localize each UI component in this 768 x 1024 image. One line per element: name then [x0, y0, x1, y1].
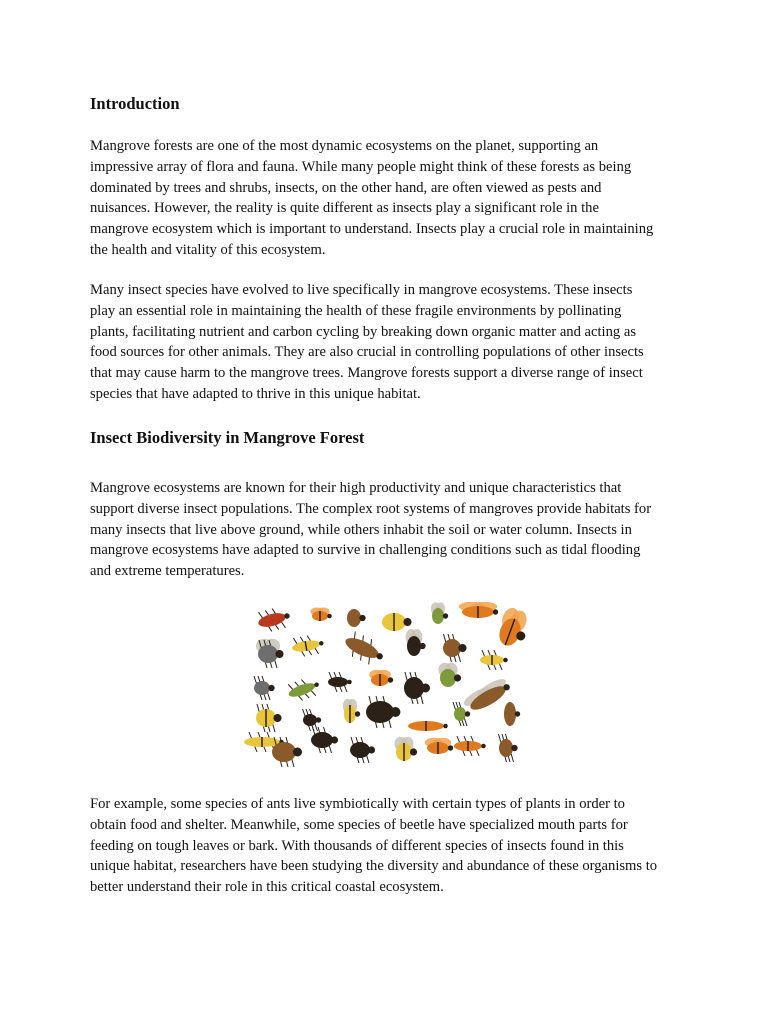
- paragraph-intro-1: [90, 136, 690, 261]
- paragraph-biodiversity-1: [90, 478, 690, 582]
- paragraph-biodiversity-2: [90, 794, 690, 898]
- text-line: Mangrove ecosystems are known for their high productivity and unique characteristics that: [90, 480, 622, 496]
- text-line: the health and vitality of this ecosystem.: [90, 241, 326, 258]
- text-line: mangrove ecosystems have adapted to survive in challenging conditions such as tidal flooding: [90, 542, 641, 559]
- text-line: feeding on tough leaves or bark. With thousands of different species of insects found in this: [90, 837, 624, 854]
- text-line: that may cause harm to the mangrove trees. Mangrove forests support a diverse range of insect: [90, 365, 643, 382]
- text-line: unique habitat, researchers have been studying the diversity and abundance of these organisms to: [90, 858, 658, 875]
- text-line: food sources for other animals. They are also crucial in controlling populations of other insects: [90, 344, 644, 361]
- text-line: and extreme temperatures.: [90, 563, 245, 580]
- text-line: species that have adapted to thrive in this unique habitat.: [90, 385, 421, 402]
- text-line: For example, some species of ants live symbiotically with certain types of plants in order to: [90, 796, 625, 812]
- text-line: nuisances. However, the reality is quite different as insects play a significant role in the: [90, 200, 599, 217]
- heading-introduction: Introduction: [90, 94, 180, 113]
- text-line: obtain food and shelter. Meanwhile, some species of beetle have specialized mouth parts for: [90, 816, 628, 833]
- text-line: plants, facilitating nutrient and carbon cycling by breaking down organic matter and acting as: [90, 323, 637, 340]
- text-line: better understand their role in this critical coastal ecosystem.: [90, 879, 444, 896]
- text-line: impressive array of flora and fauna. While many people might think of these forests as being: [90, 158, 632, 175]
- text-line: Mangrove forests are one of the most dynamic ecosystems on the planet, supporting an: [90, 138, 599, 154]
- text-line: Many insect species have evolved to live specifically in mangrove ecosystems. These insects: [90, 282, 633, 298]
- paragraph-intro-2: [90, 280, 690, 405]
- text-line: many insects that live above ground, while others inhabit the soil or water column. Insects in: [90, 521, 632, 538]
- text-line: mangrove ecosystem which is important to understand. Insects play a crucial role in maintaining: [90, 221, 654, 238]
- heading-insect-biodiversity: Insect Biodiversity in Mangrove Forest: [90, 428, 365, 447]
- text-line: support diverse insect populations. The complex root systems of mangroves provide habitats for: [90, 500, 652, 517]
- insect-collage-image: [242, 602, 528, 772]
- text-line: dominated by trees and shrubs, insects, on the other hand, are often viewed as pests and: [90, 179, 602, 196]
- text-line: play an essential role in maintaining the health of these fragile environments by pollinating: [90, 302, 622, 319]
